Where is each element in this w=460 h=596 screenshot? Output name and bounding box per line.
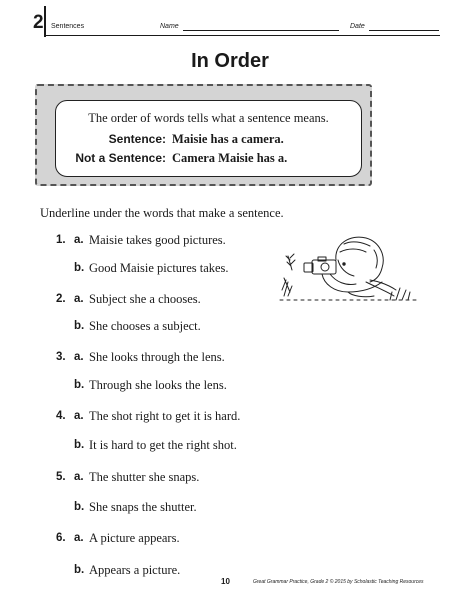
option-letter: a. bbox=[74, 351, 84, 363]
question-number: 1. bbox=[56, 234, 66, 246]
rule-text: The order of words tells what a sentence means. bbox=[88, 111, 329, 125]
question-2-b[interactable] bbox=[0, 318, 460, 338]
question-number: 4. bbox=[56, 410, 66, 422]
page-title: In Order bbox=[191, 50, 269, 72]
option-text[interactable]: It is hard to get the right shot. bbox=[89, 438, 237, 452]
option-text[interactable]: A picture appears. bbox=[89, 531, 180, 545]
option-text[interactable]: The shot right to get it is hard. bbox=[89, 409, 241, 423]
question-4-a[interactable] bbox=[0, 408, 460, 428]
name-label: Name bbox=[160, 23, 179, 30]
footer-credit: Great Grammar Practice, Grade 2 © 2015 by Scholastic Teaching Resources bbox=[253, 579, 424, 585]
question-5-b[interactable] bbox=[0, 499, 460, 519]
option-letter: b. bbox=[74, 564, 85, 576]
option-letter: a. bbox=[74, 532, 84, 544]
option-letter: a. bbox=[74, 234, 84, 246]
option-letter: a. bbox=[74, 471, 84, 483]
rule-box bbox=[55, 100, 362, 177]
question-number: 5. bbox=[56, 471, 66, 483]
option-text[interactable]: She looks through the lens. bbox=[89, 350, 225, 364]
date-field[interactable] bbox=[369, 30, 439, 31]
footer-page-number: 10 bbox=[221, 577, 230, 586]
option-letter: b. bbox=[74, 501, 85, 513]
name-field[interactable] bbox=[183, 30, 339, 31]
option-letter: b. bbox=[74, 379, 85, 391]
question-4-b[interactable] bbox=[0, 437, 460, 457]
nonexample-label: Not a Sentence: bbox=[75, 151, 166, 165]
option-text[interactable]: The shutter she snaps. bbox=[89, 470, 200, 484]
header-rule bbox=[44, 35, 440, 36]
option-letter: b. bbox=[74, 320, 85, 332]
date-label: Date bbox=[350, 23, 365, 30]
option-text[interactable]: Good Maisie pictures takes. bbox=[89, 261, 229, 275]
option-letter: b. bbox=[74, 439, 85, 451]
question-6-a[interactable] bbox=[0, 530, 460, 550]
option-text[interactable]: Through she looks the lens. bbox=[89, 378, 227, 392]
page-tab-bar bbox=[44, 6, 46, 37]
option-text[interactable]: She chooses a subject. bbox=[89, 319, 201, 333]
option-letter: a. bbox=[74, 410, 84, 422]
question-number: 6. bbox=[56, 532, 66, 544]
page-header bbox=[0, 0, 460, 40]
option-text[interactable]: Appears a picture. bbox=[89, 563, 181, 577]
example-value: Maisie has a camera. bbox=[172, 132, 284, 146]
nonexample-row bbox=[56, 151, 287, 166]
girl-with-camera-illustration bbox=[278, 230, 418, 302]
example-row bbox=[56, 132, 284, 147]
question-3-b[interactable] bbox=[0, 377, 460, 397]
nonexample-value: Camera Maisie has a. bbox=[172, 151, 288, 165]
page-number: 2 bbox=[33, 12, 44, 33]
option-letter: b. bbox=[74, 262, 85, 274]
question-number: 2. bbox=[56, 293, 66, 305]
instructions: Underline under the words that make a sentence. bbox=[40, 206, 284, 220]
option-text[interactable]: Subject she a chooses. bbox=[89, 292, 201, 306]
question-number: 3. bbox=[56, 351, 66, 363]
option-text[interactable]: Maisie takes good pictures. bbox=[89, 233, 226, 247]
option-text[interactable]: She snaps the shutter. bbox=[89, 500, 197, 514]
question-5-a[interactable] bbox=[0, 469, 460, 489]
question-3-a[interactable] bbox=[0, 349, 460, 369]
section-label: Sentences bbox=[51, 23, 85, 30]
option-letter: a. bbox=[74, 293, 84, 305]
example-label: Sentence: bbox=[108, 132, 166, 146]
